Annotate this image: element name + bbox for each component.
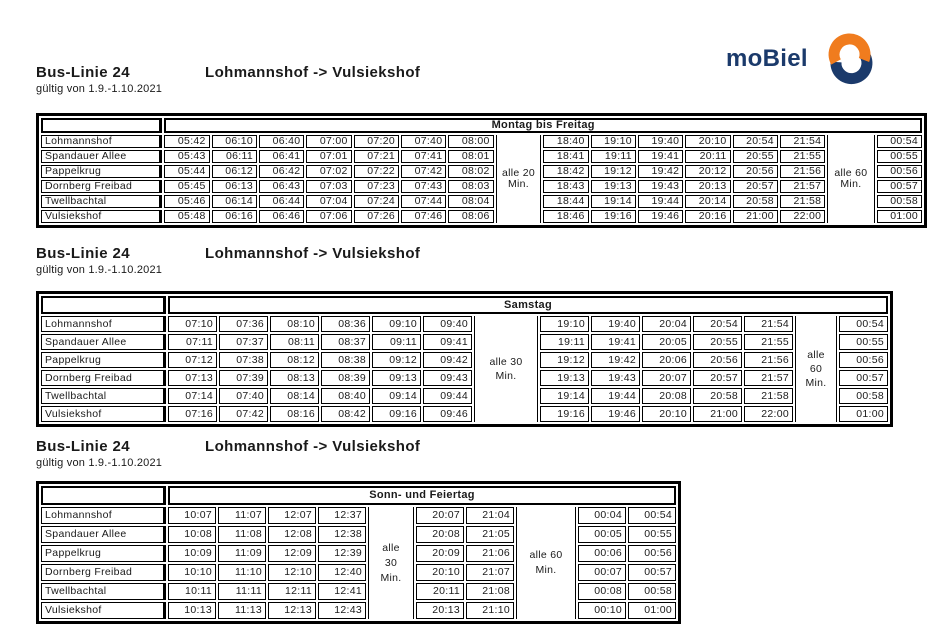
time-cell: 12:09 — [268, 545, 316, 562]
interval-note-line: 60 — [809, 363, 823, 375]
time-cell: 10:13 — [168, 602, 216, 619]
time-cell: 07:39 — [219, 370, 268, 386]
time-cell: 06:42 — [259, 165, 304, 178]
time-cell: 21:57 — [744, 370, 793, 386]
time-cell: 05:45 — [164, 180, 209, 193]
interval-note-line: Min. — [495, 370, 517, 382]
time-cell: 08:38 — [321, 352, 370, 368]
time-cell: 00:08 — [578, 583, 626, 600]
time-cell: 06:40 — [259, 135, 304, 148]
time-cell: 08:03 — [448, 180, 493, 193]
timetable-section-sunday — [36, 438, 681, 624]
time-cell: 19:10 — [591, 135, 636, 148]
time-cell: 21:10 — [466, 602, 514, 619]
station-cell: Lohmannshof — [41, 316, 166, 332]
time-cell: 12:10 — [268, 564, 316, 581]
time-cell: 19:44 — [591, 388, 640, 404]
time-cell: 07:10 — [168, 316, 217, 332]
time-cell: 01:00 — [839, 406, 888, 422]
time-cell: 08:06 — [448, 210, 493, 223]
time-cell: 21:08 — [466, 583, 514, 600]
time-cell: 09:46 — [423, 406, 472, 422]
station-row — [41, 602, 676, 619]
time-cell: 01:00 — [877, 210, 922, 223]
time-cell: 18:43 — [543, 180, 588, 193]
interval-note-line: alle 60 — [834, 167, 868, 179]
time-cell: 06:11 — [212, 150, 257, 163]
time-cell: 08:01 — [448, 150, 493, 163]
time-cell: 19:46 — [638, 210, 683, 223]
time-cell: 00:55 — [877, 150, 922, 163]
time-cell: 20:07 — [416, 507, 464, 524]
time-cell: 20:11 — [685, 150, 730, 163]
time-cell: 07:36 — [219, 316, 268, 332]
corner-cell — [41, 118, 162, 133]
time-cell: 00:57 — [628, 564, 676, 581]
station-cell: Spandauer Allee — [41, 526, 166, 543]
station-row — [41, 135, 922, 148]
station-row — [41, 334, 888, 350]
route-title: Lohmannshof -> Vulsiekshof — [205, 245, 421, 262]
day-header: Samstag — [168, 296, 888, 314]
time-cell: 20:04 — [642, 316, 691, 332]
time-cell: 08:42 — [321, 406, 370, 422]
time-cell: 07:37 — [219, 334, 268, 350]
section-header — [36, 64, 927, 113]
time-cell: 12:37 — [318, 507, 366, 524]
time-cell: 11:13 — [218, 602, 266, 619]
time-cell: 09:14 — [372, 388, 421, 404]
time-cell: 06:14 — [212, 195, 257, 208]
time-cell: 07:01 — [306, 150, 351, 163]
station-row — [41, 526, 676, 543]
time-cell: 21:54 — [744, 316, 793, 332]
time-cell: 08:36 — [321, 316, 370, 332]
time-cell: 19:10 — [540, 316, 589, 332]
time-cell: 08:00 — [448, 135, 493, 148]
time-cell: 07:20 — [354, 135, 399, 148]
time-cell: 06:10 — [212, 135, 257, 148]
time-cell: 21:58 — [744, 388, 793, 404]
time-cell: 07:02 — [306, 165, 351, 178]
time-cell: 00:06 — [578, 545, 626, 562]
time-cell: 19:44 — [638, 195, 683, 208]
time-cell: 00:07 — [578, 564, 626, 581]
time-cell: 07:26 — [354, 210, 399, 223]
time-cell: 19:40 — [591, 316, 640, 332]
time-cell: 07:38 — [219, 352, 268, 368]
interval-note-cell — [516, 507, 576, 619]
station-cell: Dornberg Freibad — [41, 370, 166, 386]
time-cell: 10:07 — [168, 507, 216, 524]
time-cell: 21:56 — [744, 352, 793, 368]
interval-note-line: Min. — [507, 178, 529, 190]
time-cell: 06:46 — [259, 210, 304, 223]
interval-note-line: Min. — [805, 377, 827, 389]
station-cell: Spandauer Allee — [41, 334, 166, 350]
station-row — [41, 388, 888, 404]
station-row — [41, 370, 888, 386]
time-cell: 21:55 — [780, 150, 825, 163]
time-cell: 00:55 — [839, 334, 888, 350]
time-cell: 20:58 — [693, 388, 742, 404]
time-cell: 00:56 — [839, 352, 888, 368]
interval-note-line: alle 30 — [489, 356, 523, 368]
time-cell: 08:04 — [448, 195, 493, 208]
time-cell: 09:43 — [423, 370, 472, 386]
time-cell: 19:40 — [638, 135, 683, 148]
corner-cell — [41, 486, 166, 505]
time-cell: 20:14 — [685, 195, 730, 208]
time-cell: 12:38 — [318, 526, 366, 543]
time-cell: 08:10 — [270, 316, 319, 332]
time-cell: 20:10 — [685, 135, 730, 148]
station-row — [41, 545, 676, 562]
time-cell: 20:12 — [685, 165, 730, 178]
time-cell: 19:43 — [591, 370, 640, 386]
time-cell: 07:16 — [168, 406, 217, 422]
validity-note: gültig von 1.9.-1.10.2021 — [36, 264, 163, 276]
time-cell: 09:10 — [372, 316, 421, 332]
time-cell: 12:11 — [268, 583, 316, 600]
time-cell: 20:10 — [416, 564, 464, 581]
time-cell: 12:07 — [268, 507, 316, 524]
time-cell: 07:40 — [219, 388, 268, 404]
time-cell: 19:42 — [591, 352, 640, 368]
time-cell: 18:44 — [543, 195, 588, 208]
station-cell: Dornberg Freibad — [41, 180, 162, 193]
interval-note-line: 30 — [384, 556, 398, 569]
station-row — [41, 352, 888, 368]
time-cell: 08:40 — [321, 388, 370, 404]
interval-note-line: alle — [382, 541, 400, 554]
interval-note-cell — [795, 316, 837, 422]
time-cell: 07:22 — [354, 165, 399, 178]
time-cell: 21:04 — [466, 507, 514, 524]
time-cell: 20:56 — [693, 352, 742, 368]
time-cell: 06:41 — [259, 150, 304, 163]
interval-note-cell — [496, 135, 542, 223]
validity-note: gültig von 1.9.-1.10.2021 — [36, 83, 163, 95]
time-cell: 07:23 — [354, 180, 399, 193]
time-cell: 20:57 — [733, 180, 778, 193]
time-cell: 20:56 — [733, 165, 778, 178]
time-cell: 20:57 — [693, 370, 742, 386]
time-cell: 20:13 — [416, 602, 464, 619]
time-cell: 21:00 — [693, 406, 742, 422]
header-row — [41, 296, 888, 314]
time-cell: 00:58 — [839, 388, 888, 404]
time-cell: 12:43 — [318, 602, 366, 619]
time-cell: 08:12 — [270, 352, 319, 368]
interval-note-line: Min. — [380, 571, 402, 584]
time-cell: 18:46 — [543, 210, 588, 223]
time-cell: 20:54 — [693, 316, 742, 332]
time-cell: 19:11 — [591, 150, 636, 163]
route-title: Lohmannshof -> Vulsiekshof — [205, 64, 421, 81]
time-cell: 00:57 — [877, 180, 922, 193]
timetable-section-weekday — [36, 64, 927, 228]
time-cell: 20:05 — [642, 334, 691, 350]
time-cell: 07:42 — [219, 406, 268, 422]
mobiel-logo-text: moBiel — [726, 45, 808, 72]
time-cell: 09:12 — [372, 352, 421, 368]
time-cell: 06:16 — [212, 210, 257, 223]
station-cell: Dornberg Freibad — [41, 564, 166, 581]
time-cell: 19:16 — [591, 210, 636, 223]
station-cell: Twellbachtal — [41, 195, 162, 208]
time-cell: 20:10 — [642, 406, 691, 422]
time-cell: 21:54 — [780, 135, 825, 148]
time-cell: 11:07 — [218, 507, 266, 524]
time-cell: 18:41 — [543, 150, 588, 163]
station-cell: Lohmannshof — [41, 135, 162, 148]
station-cell: Vulsiekshof — [41, 602, 166, 619]
time-cell: 12:40 — [318, 564, 366, 581]
time-cell: 07:24 — [354, 195, 399, 208]
time-cell: 08:13 — [270, 370, 319, 386]
station-row — [41, 165, 922, 178]
time-cell: 12:13 — [268, 602, 316, 619]
time-cell: 10:08 — [168, 526, 216, 543]
station-row — [41, 150, 922, 163]
time-cell: 07:12 — [168, 352, 217, 368]
time-cell: 00:58 — [877, 195, 922, 208]
time-cell: 12:08 — [268, 526, 316, 543]
interval-note-line: alle 60 — [529, 549, 563, 561]
station-cell: Twellbachtal — [41, 583, 166, 600]
time-cell: 06:44 — [259, 195, 304, 208]
time-cell: 12:41 — [318, 583, 366, 600]
time-cell: 20:09 — [416, 545, 464, 562]
time-cell: 00:58 — [628, 583, 676, 600]
time-cell: 05:44 — [164, 165, 209, 178]
station-cell: Vulsiekshof — [41, 210, 162, 223]
time-cell: 05:43 — [164, 150, 209, 163]
timetable-sunday — [36, 481, 681, 624]
time-cell: 07:43 — [401, 180, 446, 193]
time-cell: 07:00 — [306, 135, 351, 148]
time-cell: 07:44 — [401, 195, 446, 208]
time-cell: 06:13 — [212, 180, 257, 193]
time-cell: 19:13 — [540, 370, 589, 386]
time-cell: 21:55 — [744, 334, 793, 350]
time-cell: 19:46 — [591, 406, 640, 422]
route-title: Lohmannshof -> Vulsiekshof — [205, 438, 421, 455]
time-cell: 19:14 — [540, 388, 589, 404]
header-row — [41, 118, 922, 133]
timetable-weekday — [36, 113, 927, 228]
station-row — [41, 507, 676, 524]
time-cell: 19:11 — [540, 334, 589, 350]
time-cell: 05:48 — [164, 210, 209, 223]
time-cell: 11:10 — [218, 564, 266, 581]
day-header: Montag bis Freitag — [164, 118, 922, 133]
time-cell: 01:00 — [628, 602, 676, 619]
header-row — [41, 486, 676, 505]
day-header: Sonn- und Feiertag — [168, 486, 676, 505]
time-cell: 19:13 — [591, 180, 636, 193]
time-cell: 20:55 — [693, 334, 742, 350]
time-cell: 00:56 — [628, 545, 676, 562]
time-cell: 09:41 — [423, 334, 472, 350]
time-cell: 21:58 — [780, 195, 825, 208]
timetable-saturday — [36, 291, 893, 427]
line-title: Bus-Linie 24 — [36, 64, 130, 81]
time-cell: 07:04 — [306, 195, 351, 208]
time-cell: 08:16 — [270, 406, 319, 422]
interval-note-line: alle — [807, 349, 825, 361]
interval-note-cell — [368, 507, 414, 619]
station-cell: Pappelkrug — [41, 352, 166, 368]
station-cell: Pappelkrug — [41, 545, 166, 562]
time-cell: 19:41 — [638, 150, 683, 163]
time-cell: 08:14 — [270, 388, 319, 404]
time-cell: 10:11 — [168, 583, 216, 600]
time-cell: 11:09 — [218, 545, 266, 562]
station-cell: Spandauer Allee — [41, 150, 162, 163]
time-cell: 05:42 — [164, 135, 209, 148]
time-cell: 10:10 — [168, 564, 216, 581]
line-title: Bus-Linie 24 — [36, 438, 130, 455]
interval-note-line: alle 20 — [501, 167, 535, 179]
time-cell: 19:43 — [638, 180, 683, 193]
station-row — [41, 316, 888, 332]
timetable-section-saturday — [36, 245, 893, 427]
time-cell: 11:08 — [218, 526, 266, 543]
time-cell: 20:54 — [733, 135, 778, 148]
time-cell: 09:11 — [372, 334, 421, 350]
time-cell: 21:05 — [466, 526, 514, 543]
time-cell: 11:11 — [218, 583, 266, 600]
time-cell: 07:11 — [168, 334, 217, 350]
time-cell: 07:13 — [168, 370, 217, 386]
time-cell: 00:05 — [578, 526, 626, 543]
interval-note-cell — [827, 135, 874, 223]
time-cell: 09:42 — [423, 352, 472, 368]
section-header — [36, 245, 893, 291]
time-cell: 07:06 — [306, 210, 351, 223]
time-cell: 00:10 — [578, 602, 626, 619]
station-row — [41, 583, 676, 600]
station-row — [41, 195, 922, 208]
time-cell: 07:40 — [401, 135, 446, 148]
station-row — [41, 210, 922, 223]
time-cell: 19:42 — [638, 165, 683, 178]
time-cell: 21:07 — [466, 564, 514, 581]
time-cell: 20:58 — [733, 195, 778, 208]
interval-note-line: Min. — [535, 564, 557, 576]
time-cell: 00:54 — [877, 135, 922, 148]
time-cell: 07:21 — [354, 150, 399, 163]
line-title: Bus-Linie 24 — [36, 245, 130, 262]
time-cell: 08:11 — [270, 334, 319, 350]
time-cell: 19:41 — [591, 334, 640, 350]
time-cell: 00:54 — [628, 507, 676, 524]
station-row — [41, 406, 888, 422]
corner-cell — [41, 296, 166, 314]
time-cell: 22:00 — [744, 406, 793, 422]
time-cell: 09:13 — [372, 370, 421, 386]
station-cell: Vulsiekshof — [41, 406, 166, 422]
time-cell: 20:07 — [642, 370, 691, 386]
time-cell: 08:02 — [448, 165, 493, 178]
time-cell: 00:04 — [578, 507, 626, 524]
station-cell: Pappelkrug — [41, 165, 162, 178]
interval-note-cell — [474, 316, 538, 422]
time-cell: 19:14 — [591, 195, 636, 208]
time-cell: 06:43 — [259, 180, 304, 193]
station-cell: Lohmannshof — [41, 507, 166, 524]
time-cell: 19:12 — [540, 352, 589, 368]
time-cell: 00:54 — [839, 316, 888, 332]
time-cell: 07:14 — [168, 388, 217, 404]
time-cell: 19:12 — [591, 165, 636, 178]
time-cell: 09:16 — [372, 406, 421, 422]
time-cell: 21:06 — [466, 545, 514, 562]
time-cell: 07:41 — [401, 150, 446, 163]
time-cell: 20:16 — [685, 210, 730, 223]
time-cell: 21:56 — [780, 165, 825, 178]
time-cell: 20:13 — [685, 180, 730, 193]
time-cell: 07:42 — [401, 165, 446, 178]
station-row — [41, 564, 676, 581]
time-cell: 20:06 — [642, 352, 691, 368]
station-cell: Twellbachtal — [41, 388, 166, 404]
time-cell: 19:16 — [540, 406, 589, 422]
time-cell: 20:11 — [416, 583, 464, 600]
time-cell: 00:55 — [628, 526, 676, 543]
time-cell: 22:00 — [780, 210, 825, 223]
time-cell: 21:00 — [733, 210, 778, 223]
time-cell: 08:37 — [321, 334, 370, 350]
time-cell: 21:57 — [780, 180, 825, 193]
section-header — [36, 438, 681, 481]
time-cell: 00:56 — [877, 165, 922, 178]
time-cell: 18:42 — [543, 165, 588, 178]
time-cell: 08:39 — [321, 370, 370, 386]
time-cell: 00:57 — [839, 370, 888, 386]
time-cell: 18:40 — [543, 135, 588, 148]
time-cell: 10:09 — [168, 545, 216, 562]
validity-note: gültig von 1.9.-1.10.2021 — [36, 457, 163, 469]
time-cell: 07:03 — [306, 180, 351, 193]
interval-note-line: Min. — [840, 178, 862, 190]
time-cell: 20:55 — [733, 150, 778, 163]
station-row — [41, 180, 922, 193]
time-cell: 09:40 — [423, 316, 472, 332]
time-cell: 05:46 — [164, 195, 209, 208]
time-cell: 12:39 — [318, 545, 366, 562]
time-cell: 20:08 — [642, 388, 691, 404]
time-cell: 07:46 — [401, 210, 446, 223]
time-cell: 06:12 — [212, 165, 257, 178]
time-cell: 09:44 — [423, 388, 472, 404]
time-cell: 20:08 — [416, 526, 464, 543]
